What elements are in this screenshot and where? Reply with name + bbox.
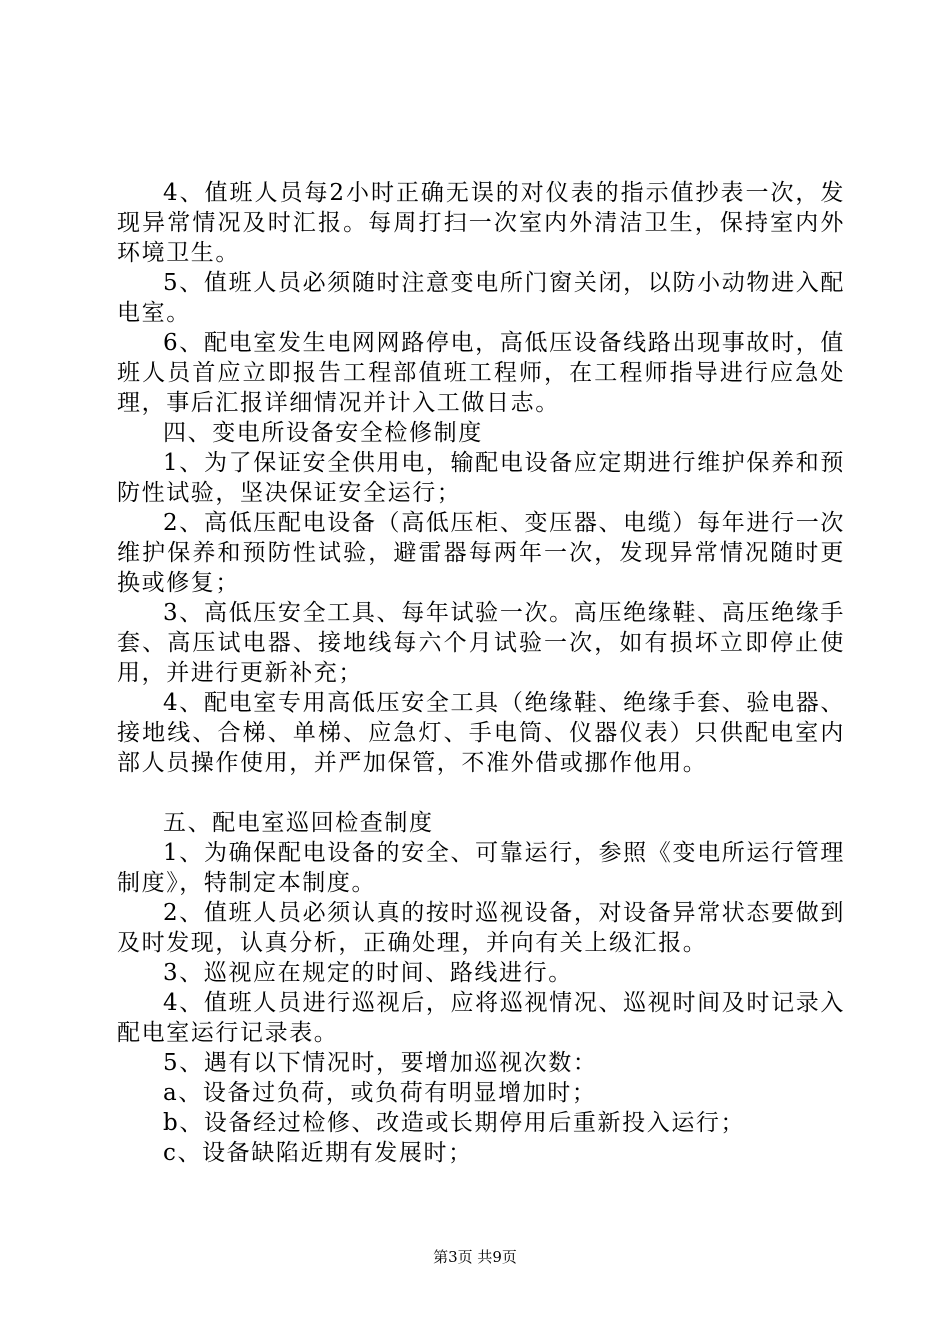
list-item: a、设备过负荷，或负荷有明显增加时； <box>163 1080 597 1106</box>
paragraph: 5、遇有以下情况时，要增加巡视次数： <box>163 1050 598 1076</box>
paragraph: 6、配电室发生电网网路停电，高低压设备线路出现事故时，值班人员首应立即报告工程部值班工程师，在工程师指导进行应急处理，事后汇报详细情况并计入工做日志。 <box>117 330 845 416</box>
section-heading: 五、配电室巡回检查制度 <box>163 810 434 836</box>
paragraph: 2、高低压配电设备（高低压柜、变压器、电缆）每年进行一次维护保养和预防性试验，避雷器每两年一次，发现异常情况随时更换或修复； <box>117 510 845 596</box>
paragraph: 4、值班人员进行巡视后，应将巡视情况、巡视时间及时记录入配电室运行记录表。 <box>117 990 845 1046</box>
paragraph: 4、配电室专用高低压安全工具（绝缘鞋、绝缘手套、验电器、接地线、合梯、单梯、应急灯、手电筒、仪器仪表）只供配电室内部人员操作使用，并严加保管，不准外借或挪作他用。 <box>117 690 845 776</box>
page-number-footer: 第3页 共9页 <box>433 1248 517 1266</box>
paragraph-gap <box>117 778 845 808</box>
list-item: c、设备缺陷近期有发展时； <box>163 1140 473 1166</box>
paragraph: 2、值班人员必须认真的按时巡视设备，对设备异常状态要做到及时发现，认真分析，正确处理，并向有关上级汇报。 <box>117 900 845 956</box>
paragraph: 3、巡视应在规定的时间、路线进行。 <box>163 960 573 986</box>
paragraph: 5、值班人员必须随时注意变电所门窗关闭，以防小动物进入配电室。 <box>117 270 845 326</box>
list-item: b、设备经过检修、改造或长期停用后重新投入运行； <box>163 1110 746 1136</box>
paragraph: 4、值班人员每2小时正确无误的对仪表的指示值抄表一次，发现异常情况及时汇报。每周打扫一次室内外清洁卫生，保持室内外环境卫生。 <box>117 180 845 266</box>
paragraph: 1、为了保证安全供用电，输配电设备应定期进行维护保养和预防性试验，坚决保证安全运行； <box>117 450 845 506</box>
section-heading: 四、变电所设备安全检修制度 <box>163 420 483 446</box>
paragraph: 1、为确保配电设备的安全、可靠运行，参照《变电所运行管理制度》，特制定本制度。 <box>117 840 845 896</box>
paragraph: 3、高低压安全工具、每年试验一次。高压绝缘鞋、高压绝缘手套、高压试电器、接地线每六个月试验一次，如有损坏立即停止使用，并进行更新补充； <box>117 600 845 686</box>
document-body <box>117 178 845 1168</box>
